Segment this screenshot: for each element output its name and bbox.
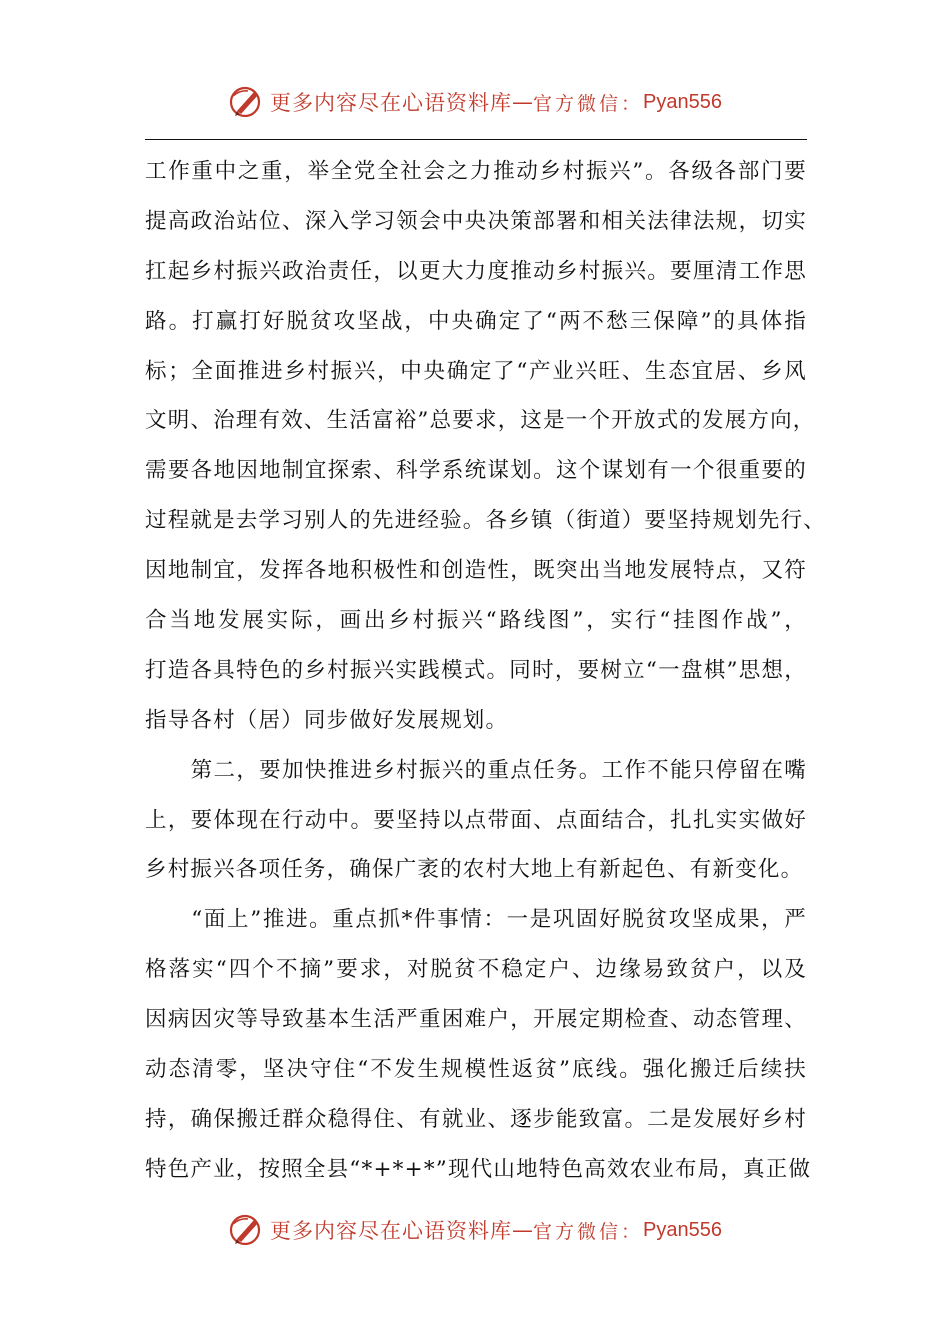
body-text-line: 第二，要加快推进乡村振兴的重点任务。工作不能只停留在嘴 (145, 757, 807, 783)
body-text-line: 打造各具特色的乡村振兴实践模式。同时，要树立“一盘棋”思想， (145, 657, 807, 683)
body-text-line: 持，确保搬迁群众稳得住、有就业、逐步能致富。二是发展好乡村 (145, 1106, 807, 1132)
banner-wechat-label: 官方微信： (533, 1220, 644, 1243)
pen-logo-icon (228, 84, 264, 120)
body-text-line: 提高政治站位、深入学习领会中央决策部署和相关法律法规，切实 (145, 208, 807, 234)
banner-wechat-id: Pyan556 (643, 90, 722, 113)
banner-wechat-label: 官方微信： (533, 92, 644, 115)
body-text-line: 指导各村（居）同步做好发展规划。 (145, 707, 509, 733)
body-text-line: 文明、治理有效、生活富裕”总要求，这是一个开放式的发展方向， (145, 408, 816, 434)
body-text-line: 动态清零，坚决守住“不发生规模性返贫”底线。强化搬迁后续扶 (145, 1057, 807, 1083)
body-text-line: 上，要体现在行动中。要坚持以点带面、点面结合，扎扎实实做好 (145, 807, 807, 833)
body-text-line: 扛起乡村振兴政治责任，以更大力度推动乡村振兴。要厘清工作思 (145, 258, 807, 284)
footer-banner (0, 1208, 950, 1252)
banner-brand: 更多内容尽在心语资料库 (270, 91, 512, 115)
body-text-line: 标；全面推进乡村振兴，中央确定了“产业兴旺、生态宜居、乡风 (145, 358, 807, 384)
banner-brand: 更多内容尽在心语资料库 (270, 1219, 512, 1243)
banner-separator: — (512, 90, 533, 114)
body-text-line: 格落实“四个不摘”要求，对脱贫不稳定户、边缘易致贫户，以及 (145, 957, 807, 983)
body-text-line: 合当地发展实际，画出乡村振兴“路线图”，实行“挂图作战”， (145, 608, 807, 634)
body-text-line: 工作重中之重，举全党全社会之力推动乡村振兴”。各级各部门要 (145, 159, 807, 184)
banner-wechat-id: Pyan556 (643, 1218, 722, 1241)
body-text-line: 路。打赢打好脱贫攻坚战，中央确定了“两不愁三保障”的具体指 (145, 308, 807, 334)
body-text-line: 乡村振兴各项任务，确保广袤的农村大地上有新起色、有新变化。 (145, 857, 804, 883)
body-text-line: 因病因灾等导致基本生活严重困难户，开展定期检查、动态管理、 (145, 1007, 807, 1033)
banner-separator: — (512, 1218, 533, 1242)
header-banner (0, 80, 950, 124)
body-text-line: 特色产业，按照全县“*+*+*”现代山地特色高效农业布局，真正做 (145, 1156, 812, 1182)
body-text-line: “面上”推进。重点抓*件事情：一是巩固好脱贫攻坚成果，严 (145, 907, 807, 933)
document-body (145, 147, 827, 1195)
header-rule (145, 139, 807, 140)
body-text-line: 需要各地因地制宜探索、科学系统谋划。这个谋划有一个很重要的 (145, 458, 807, 484)
body-text-line: 因地制宜，发挥各地积极性和创造性，既突出当地发展特点，又符 (145, 558, 807, 584)
pen-logo-icon (228, 1212, 264, 1248)
body-text-line: 过程就是去学习别人的先进经验。各乡镇（街道）要坚持规划先行、 (145, 508, 827, 534)
